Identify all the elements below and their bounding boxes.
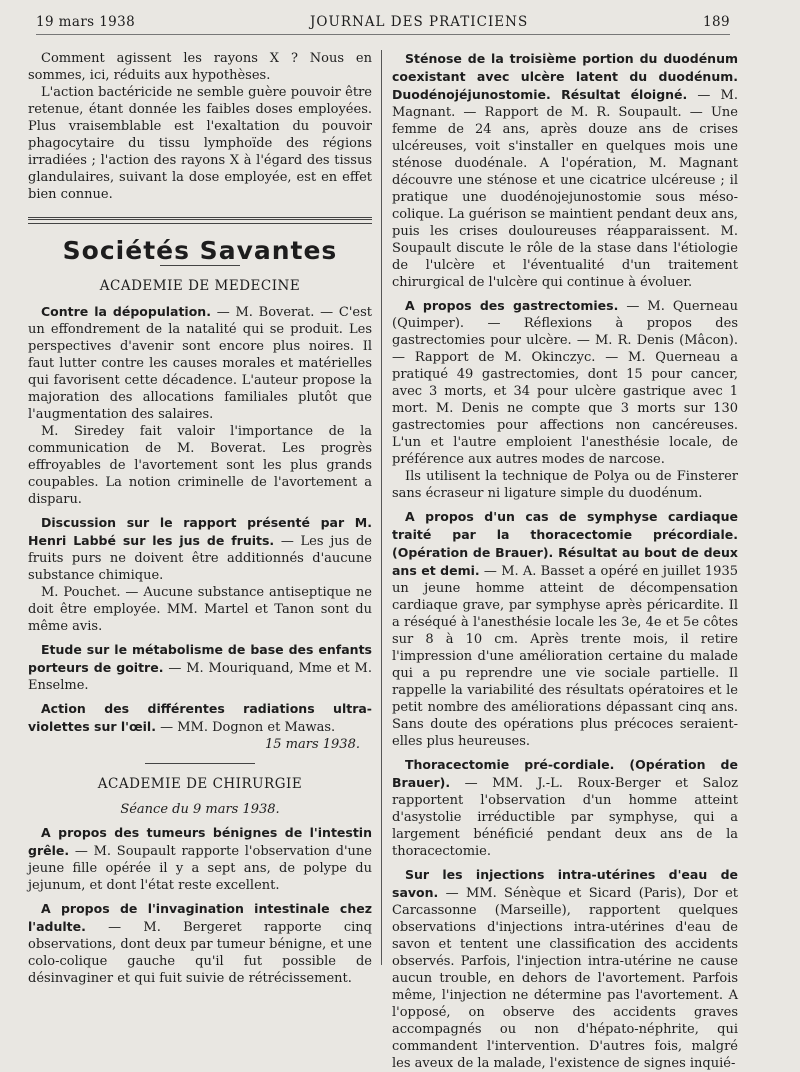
title-underline [160, 265, 240, 266]
article-body: — MM. Dognon et Mawas. [155, 720, 336, 735]
article-thoracectomie [392, 756, 738, 860]
article-body: — M. Mouriquand, Mme et M. Enselme. [28, 661, 372, 693]
article-injections [392, 866, 738, 1072]
academie-chirurgie-heading: ACADEMIE DE CHIRURGIE [97, 776, 303, 792]
article-uv [28, 700, 372, 736]
article-title: A propos des tumeurs bénignes de l'intestin grêle. [28, 825, 372, 858]
session-date: 15 mars 1938. [265, 737, 360, 752]
intro-paragraph-2: L'action bactéricide ne semble guère pouvoir être retenue, étant donnée les faibles doses employées. Plus vraisemblable est l'exaltation du pouvoir phagocytaire du tissu lymphoïde des régions irradiées ; l'action des rayons X à l'égard des tissus glandulaires, suivant la dose employée, est en effet bien connue. [28, 85, 372, 202]
article-title: A propos des gastrectomies. [405, 298, 619, 313]
article-title: Discussion sur le rapport présenté par M. Henri Labbé sur les jus de fruits. [28, 515, 372, 548]
page-number: 189 [703, 14, 730, 30]
seance-date: Séance du 9 mars 1938. [120, 802, 280, 817]
article-author: — M. Boverat. — [216, 305, 334, 320]
article-body: — Les jus de fruits purs ne doivent être additionnés d'aucune substance chimique. [28, 534, 372, 583]
article-invagination [28, 900, 372, 987]
running-header [36, 14, 730, 35]
article-siredey: M. Siredey fait valoir l'importance de la communication de M. Boverat. Les progrès effroyables de l'avortement sont les plus grands coupables. La notion criminelle de l'avortement a disparu. [28, 424, 372, 507]
article-title: Sténose de la troisième portion du duodénum coexistant avec ulcère latent du duodénum. Duodénojéjunostomie. Résultat éloigné. [392, 51, 738, 102]
column-divider [381, 50, 382, 965]
article-gastrectomies [392, 297, 738, 468]
article-title: A propos de l'invagination intestinale chez l'adulte. [28, 901, 372, 934]
article-body: — M. Soupault rapporte l'observation d'une jeune fille opérée il y a sept ans, de polype du jejunum, et dont l'état reste excellent. [28, 844, 372, 893]
right-column [392, 50, 738, 1072]
section-divider [28, 217, 372, 224]
article-body: C'est un effondrement de la natalité qui se produit. Les perspectives d'avenir sont encore plus noires. Il faut lutter contre les causes morales et matérielles qui favorisent cette décadence. L'auteur propose la majoration des allocations familiales plutôt que l'augmentation des salaires. [28, 305, 372, 422]
article-title: Etude sur le métabolisme de base des enfants porteurs de goitre. [28, 642, 372, 675]
article-title: Contre la dépopulation. [41, 304, 211, 319]
article-goitre [28, 641, 372, 694]
left-column [28, 50, 372, 987]
article-title: A propos d'un cas de symphyse cardiaque traité par la thoracectomie précordiale. (Opération de Brauer). Résultat au bout de deux ans et demi. [392, 509, 738, 578]
academie-medecine-heading: ACADEMIE DE MEDECINE [99, 278, 301, 294]
article-tumeurs [28, 824, 372, 894]
article-body: — MM. J.-L. Roux-Berger et Saloz rapportent l'observation d'un homme atteint d'asystolie irréductible par symphyse, qui a largement bénéficié pendant deux ans de la thoracectomie. [392, 776, 738, 859]
article-title: Action des différentes radiations ultra-violettes sur l'œil. [28, 701, 372, 734]
section-title: Sociétés Savantes [62, 236, 338, 265]
article-body: — M. Bergeret rapporte cinq observations, dont deux par tumeur bénigne, et une colo-colique gauche qu'il fut possible de désinvaginer et qui fuit suivie de rétrécissement. [28, 920, 372, 986]
article-stenose [392, 50, 738, 291]
article-symphyse [392, 508, 738, 750]
article-polya: Ils utilisent la technique de Polya ou de Finsterer sans écraseur ni ligature simple du duodénum. [392, 469, 738, 501]
article-title: Thoracectomie pré-cordiale. (Opération de Brauer). [392, 757, 738, 790]
article-body: — M. Querneau (Quimper). — Réflexions à propos des gastrectomies pour ulcère. — M. R. Denis (Mâcon). — Rapport de M. Okinczyc. — M. Querneau a pratiqué 49 gastrectomies, dont 15 pour cancer, avec 3 morts, et 34 pour ulcère gastrique avec 1 mort. M. Denis ne compte que 3 morts sur 130 gastrectomies pour affections non cancéreuses. L'un et l'autre emploient l'anesthésie locale, de préférence aux autres modes de narcose. [392, 299, 738, 467]
header-date: 19 mars 1938 [36, 14, 136, 30]
article-title: Sur les injections intra-utérines d'eau de savon. [392, 867, 738, 900]
article-pouchet: M. Pouchet. — Aucune substance antiseptique ne doit être employée. MM. Martel et Tanon sont du même avis. [28, 585, 372, 634]
article-discussion [28, 514, 372, 584]
journal-title: JOURNAL DES PRATICIENS [309, 14, 529, 30]
article-body: — M. Magnant. — Rapport de M. R. Soupault. — Une femme de 24 ans, après douze ans de crises ulcéreuses, voit s'installer en quelques mois une sténose duodénale. A l'opération, M. Magnant découvre une sténose et une cicatrice ulcéreuse ; il pratique une duodénojejunostomie sous méso-colique. La guérison se maintient pendant deux ans, puis les crises douloureuses réapparaissent. M. Soupault discute le rôle de la stase dans l'étiologie de l'ulcère et l'éventualité d'un traitement chirurgical de l'ulcère qui continue à évoluer. [392, 88, 738, 290]
article-depopulation [28, 303, 372, 423]
divider [145, 763, 255, 764]
article-body: — MM. Sénèque et Sicard (Paris), Dor et Carcassonne (Marseille), rapportent quelques observations d'injections intra-utérines d'eau de savon et tentent une classification des accidents observés. Parfois, l'injection intra-utérine ne cause aucun trouble, en dehors de l'avortement. Parfois même, l'injection ne détermine pas l'avortement. A l'opposé, on observe des accidents graves accompagnés ou non d'hépato-néphrite, qui commandent l'intervention. D'autres fois, malgré les aveux de la malade, l'existence de signes inquié- [392, 886, 738, 1071]
intro-paragraph-1: Comment agissent les rayons X ? Nous en sommes, ici, réduits aux hypothèses. [28, 51, 372, 83]
article-body: — M. A. Basset a opéré en juillet 1935 un jeune homme atteint de décompensation cardiaque grave, par symphyse après péricardite. Il a réséqué à l'anesthésie locale les 3e, 4e et 5e côtes sur 8 à 10 cm. Après trente mois, il retire l'impression d'une amélioration certaine du malade qui a pu reprendre une vie sociale partielle. Il rappelle la variabilité des résultats opératoires et le petit nombre des améliorations dépassant cinq ans. Sans doute des opérations plus précoces seraient-elles plus heureuses. [392, 564, 738, 749]
